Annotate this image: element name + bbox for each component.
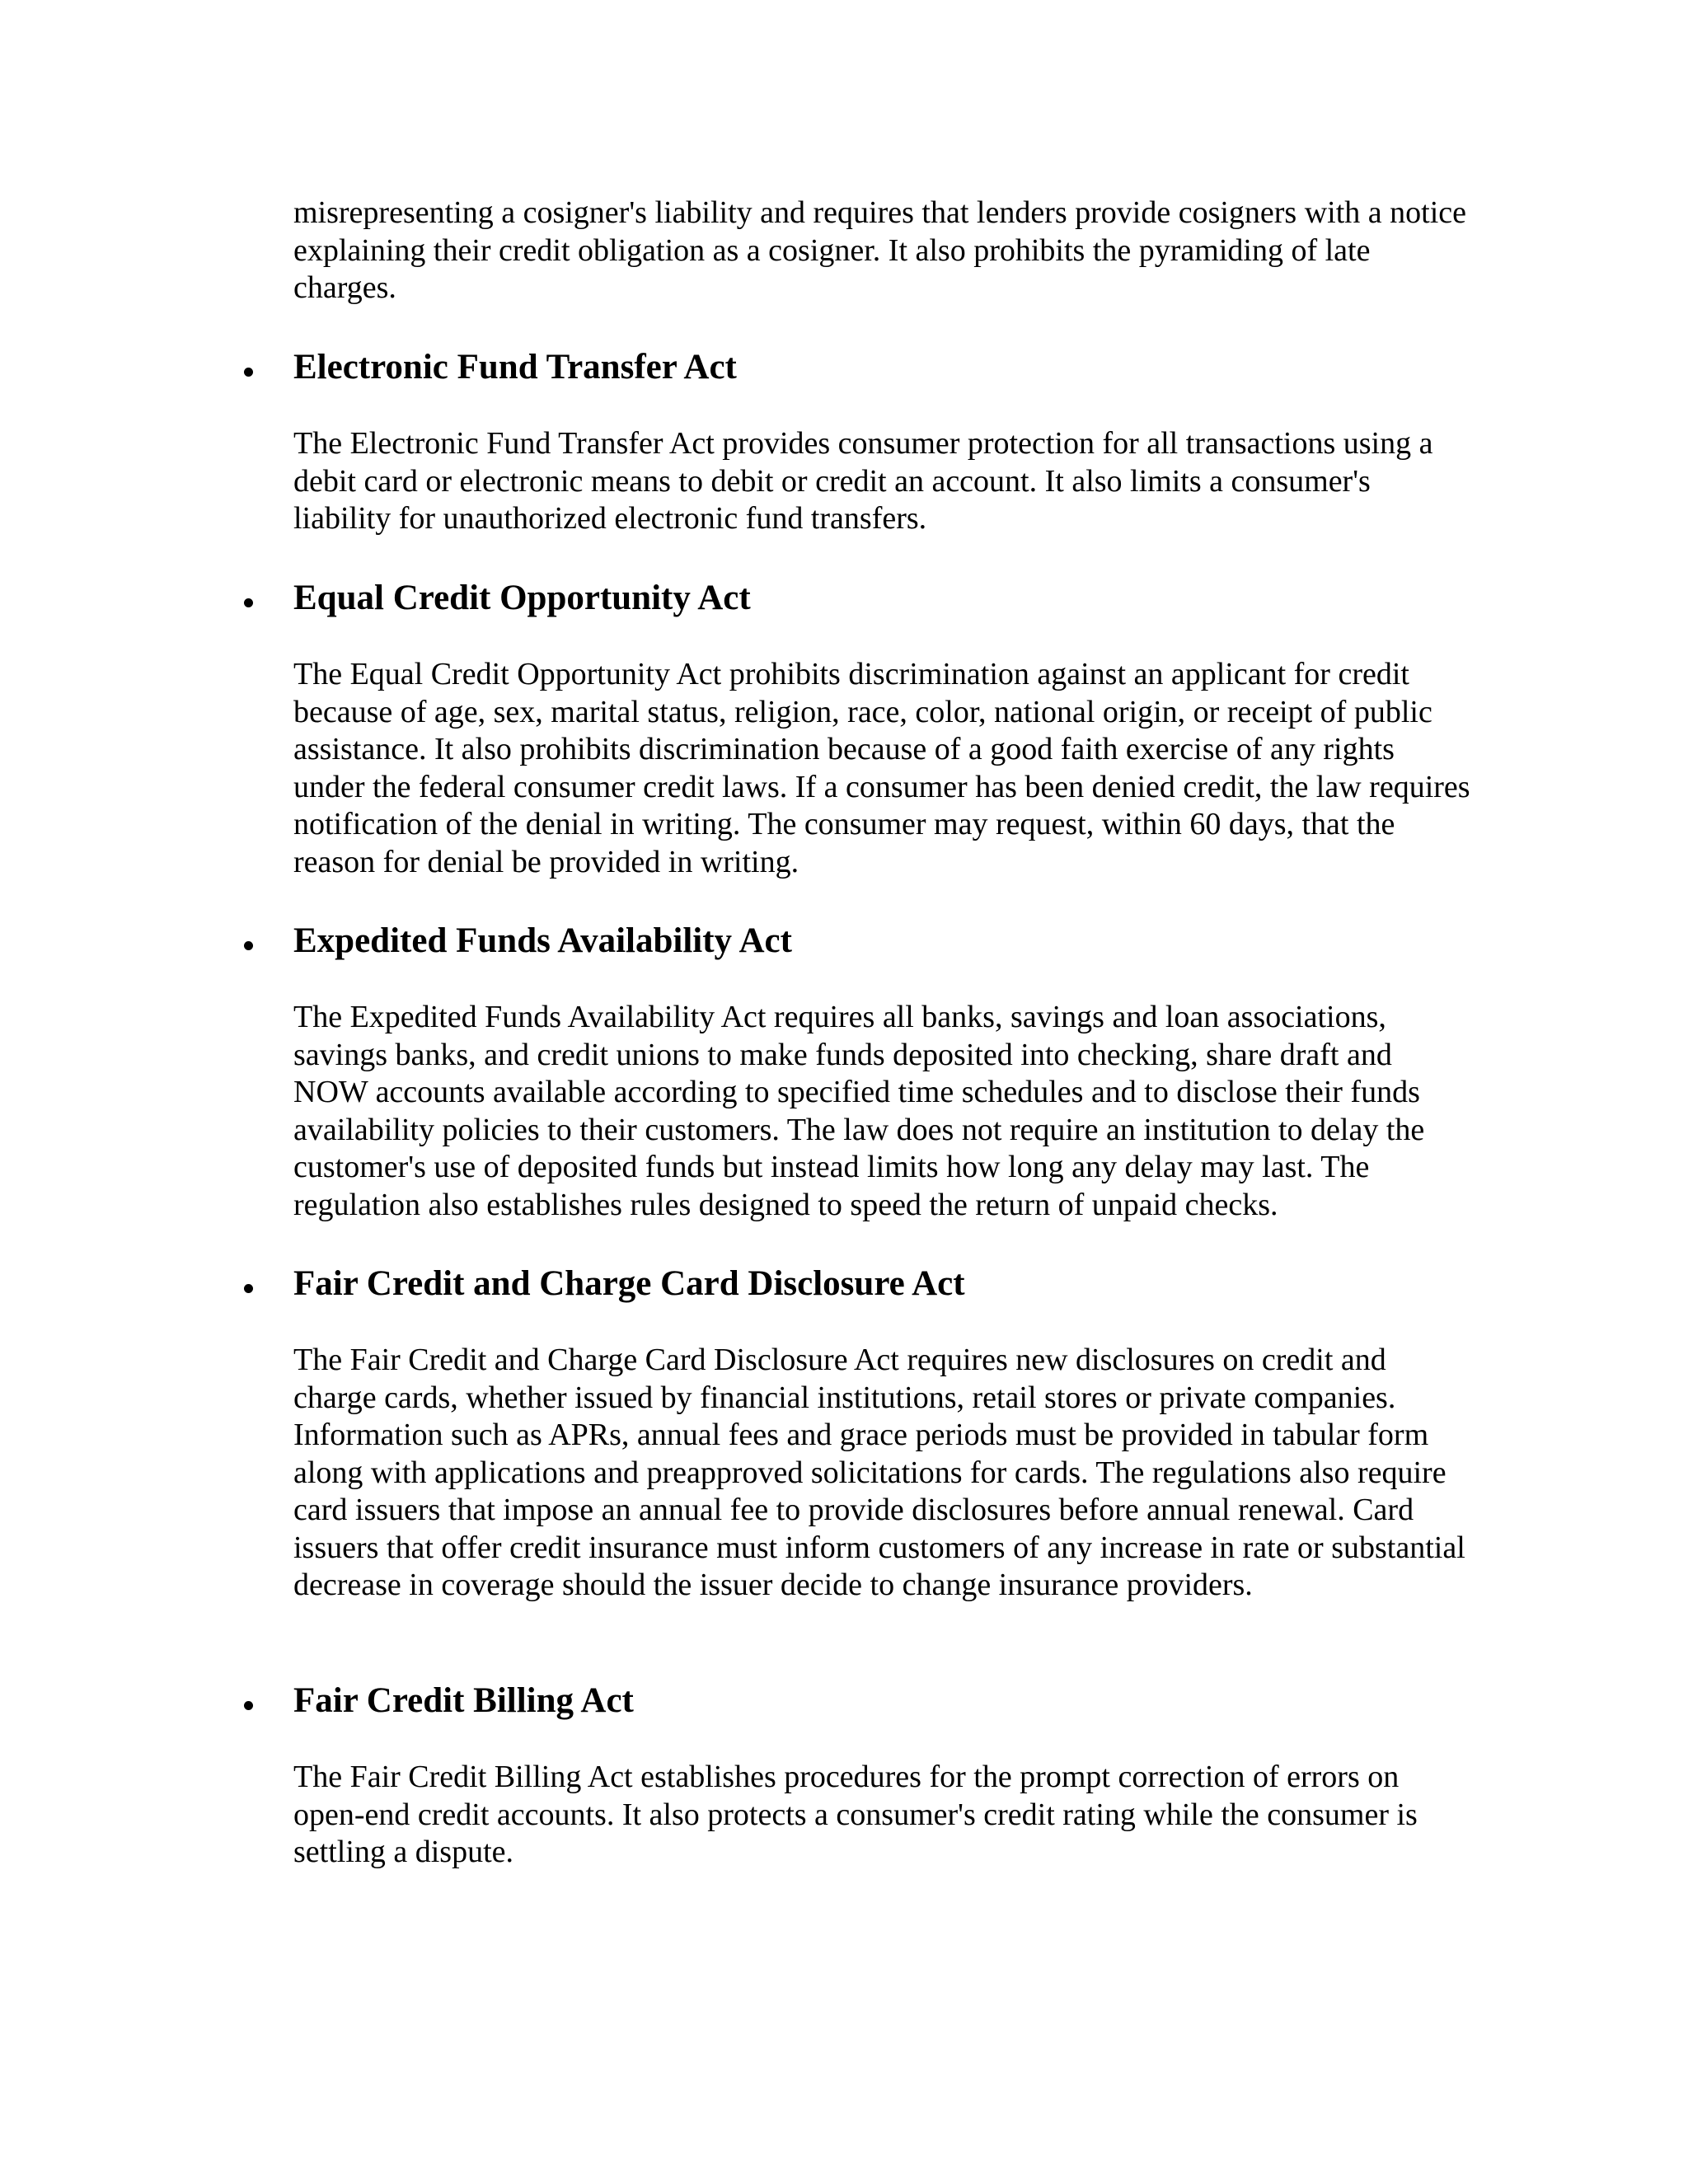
section-body-equal-credit-opportunity-act: The Equal Credit Opportunity Act prohibits discrimination against an applicant for credit because of age, sex, marital status, religion, race, color, national origin, or receipt of public assistance. It also prohibits discrimination because of a good faith exercise of any rights under the federal consumer credit laws. If a consumer has been denied credit, the law requires notification of the denial in writing. The consumer may request, within 60 days, that the reason for denial be provided in writing. xyxy=(293,657,1470,879)
bullet-icon xyxy=(244,368,253,377)
section-body-fair-credit-and-charge-card-disclosure-act: The Fair Credit and Charge Card Disclosure Act requires new disclosures on credit and charge cards, whether issued by financial institutions, retail stores or private companies. Information such as APRs, annual fees and grace periods must be provided in tabular form along with applications and preapproved solicitations for cards. The regulations also require card issuers that impose an annual fee to provide disclosures before annual renewal. Card issuers that offer credit insurance must inform customers of any increase in rate or substantial decrease in coverage should the issuer decide to change insurance providers. xyxy=(293,1343,1465,1602)
section-body-fair-credit-billing-act: The Fair Credit Billing Act establishes procedures for the prompt correction of errors on open-end credit accounts. It also protects a consumer's credit rating while the consumer is settling a dispute. xyxy=(293,1760,1418,1869)
section-heading-fair-credit-and-charge-card-disclosure-act: Fair Credit and Charge Card Disclosure Act xyxy=(293,1264,965,1303)
section-heading-fair-credit-billing-act: Fair Credit Billing Act xyxy=(293,1681,634,1720)
section-heading-expedited-funds-availability-act: Expedited Funds Availability Act xyxy=(293,921,792,960)
bullet-icon xyxy=(244,941,253,950)
section-heading-electronic-fund-transfer-act: Electronic Fund Transfer Act xyxy=(293,348,737,387)
section-body-expedited-funds-availability-act: The Expedited Funds Availability Act requires all banks, savings and loan associations, savings banks, and credit unions to make funds deposited into checking, share draft and NOW accounts available according to specified time schedules and to disclose their funds availability policies to their customers. The law does not require an institution to delay the customer's use of deposited funds but instead limits how long any delay may last. The regulation also establishes rules designed to speed the return of unpaid checks. xyxy=(293,1000,1425,1222)
section-heading-equal-credit-opportunity-act: Equal Credit Opportunity Act xyxy=(293,579,751,617)
section-body-electronic-fund-transfer-act: The Electronic Fund Transfer Act provides consumer protection for all transactions using a debit card or electronic means to debit or credit an account. It also limits a consumer's liability for unauthorized electronic fund transfers. xyxy=(293,426,1433,536)
bullet-icon xyxy=(244,598,253,607)
intro-paragraph: misrepresenting a cosigner's liability and requires that lenders provide cosigners with a notice explaining their credit obligation as a cosigner. It also prohibits the pyramiding of late charges. xyxy=(293,195,1466,305)
bullet-icon xyxy=(244,1284,253,1293)
bullet-icon xyxy=(244,1701,253,1710)
